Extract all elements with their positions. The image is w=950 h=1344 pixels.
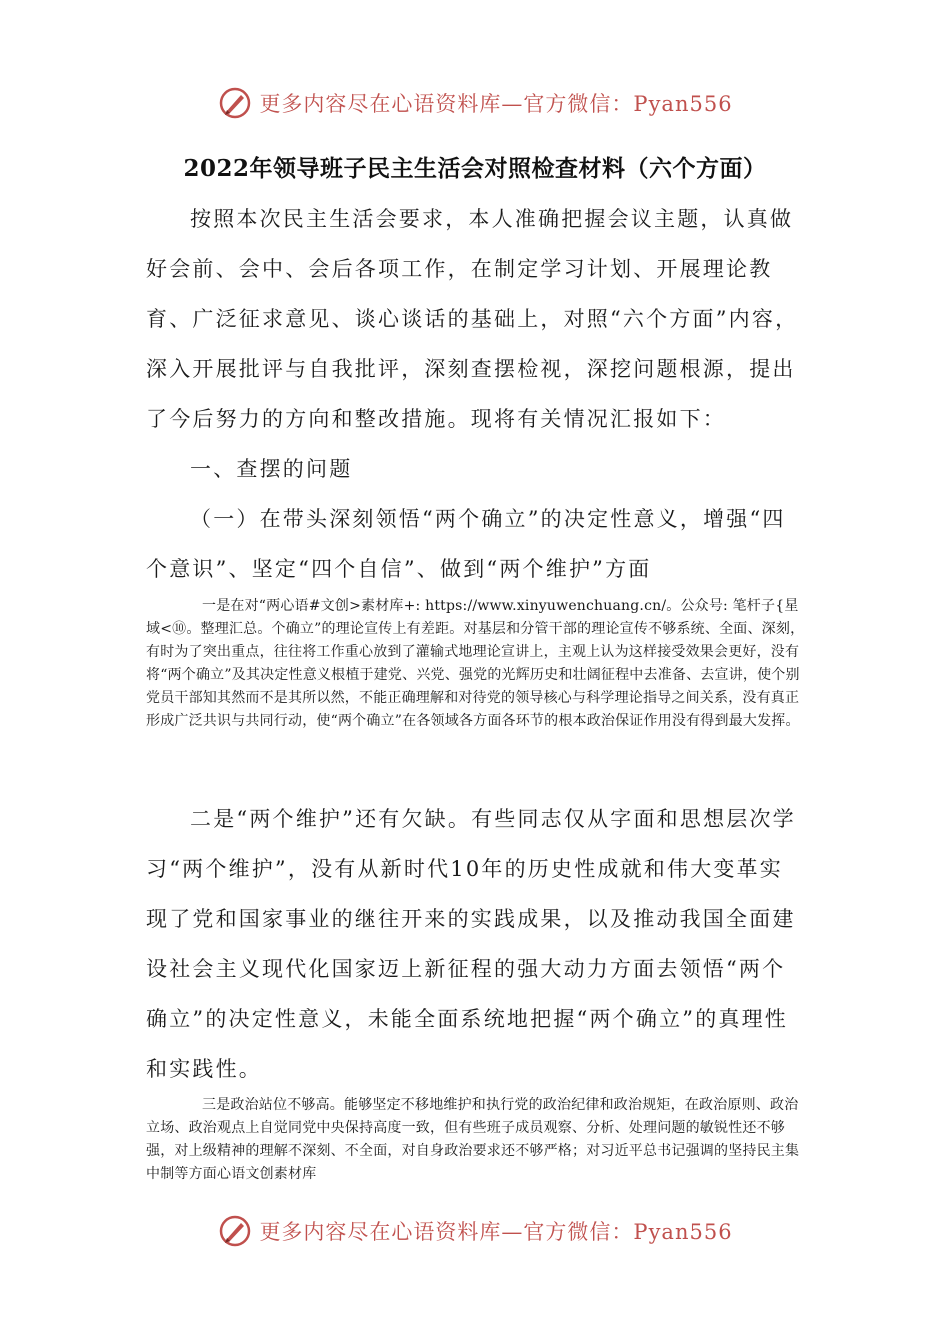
header-banner xyxy=(0,80,950,126)
point-one-paragraph: 一是在对“两心语#文创>素材库+: https://www.xinyuwenchuang.cn/。公众号: 笔杆子{星域<⑩。整理汇总。个确立”的理论宣传上有差距。对基层和分管干部的理论宣传不够系统、全面、深刻，有时为了突出重点，往往将工作重心放到了灌输式地理论宣讲上，主观上认为这样接受效果会更好，没有将“两个确立”及其决定性意义根植于建党、兴党、强党的光辉历史和壮阔征程中去准备、去宣讲，使个别党员干部知其然而不是其所以然，不能正确理解和对待党的领导核心与科学理论指导之间关系，没有真正形成广泛共识与共同行动，使“两个确立”在各领域各方面各环节的根本政治保证作用没有得到最大发挥。 xyxy=(146,598,805,729)
point-three-paragraph: 三是政治站位不够高。能够坚定不移地维护和执行党的政治纪律和政治规矩，在政治原则、政治立场、政治观点上自觉同党中央保持高度一致，但有些班子成员观察、分析、处理问题的敏锐性还不够强，对上级精神的理解不深刻、不全面，对自身政治要求还不够严格；对习近平总书记强调的坚持民主集中制等方面心语文创素材库 xyxy=(146,1097,800,1182)
banner-text: 更多内容尽在心语资料库—官方微信：Pyan556 xyxy=(259,92,733,116)
document-title: 2022年领导班子民主生活会对照检查材料（六个方面） xyxy=(183,155,767,182)
section-heading: 一、查摆的问题 xyxy=(190,457,353,481)
footer-banner xyxy=(0,1208,950,1254)
point-two-paragraph: 二是“两个维护”还有欠缺。有些同志仅从字面和思想层次学习“两个维护”，没有从新时代10年的历史性成就和伟大变革实现了党和国家事业的继往开来的实践成果，以及推动我国全面建设社会主义现代化国家迈上新征程的强大动力方面去领悟“两个确立”的决定性意义，未能全面系统地把握“两个确立”的真理性和实践性。 xyxy=(146,807,796,1081)
subsection-heading: （一）在带头深刻领悟“两个确立”的决定性意义，增强“四个意识”、坚定“四个自信”、做到“两个维护”方面 xyxy=(146,507,786,581)
pen-logo-icon xyxy=(217,85,253,121)
pen-logo-icon xyxy=(217,1213,253,1249)
banner-text: 更多内容尽在心语资料库—官方微信：Pyan556 xyxy=(259,1220,733,1244)
intro-paragraph: 按照本次民主生活会要求，本人准确把握会议主题，认真做好会前、会中、会后各项工作，在制定学习计划、开展理论教育、广泛征求意见、谈心谈话的基础上，对照“六个方面”内容，深入开展批评与自我批评，深刻查摆检视，深挖问题根源，提出了今后努力的方向和整改措施。现将有关情况汇报如下： xyxy=(146,207,799,431)
